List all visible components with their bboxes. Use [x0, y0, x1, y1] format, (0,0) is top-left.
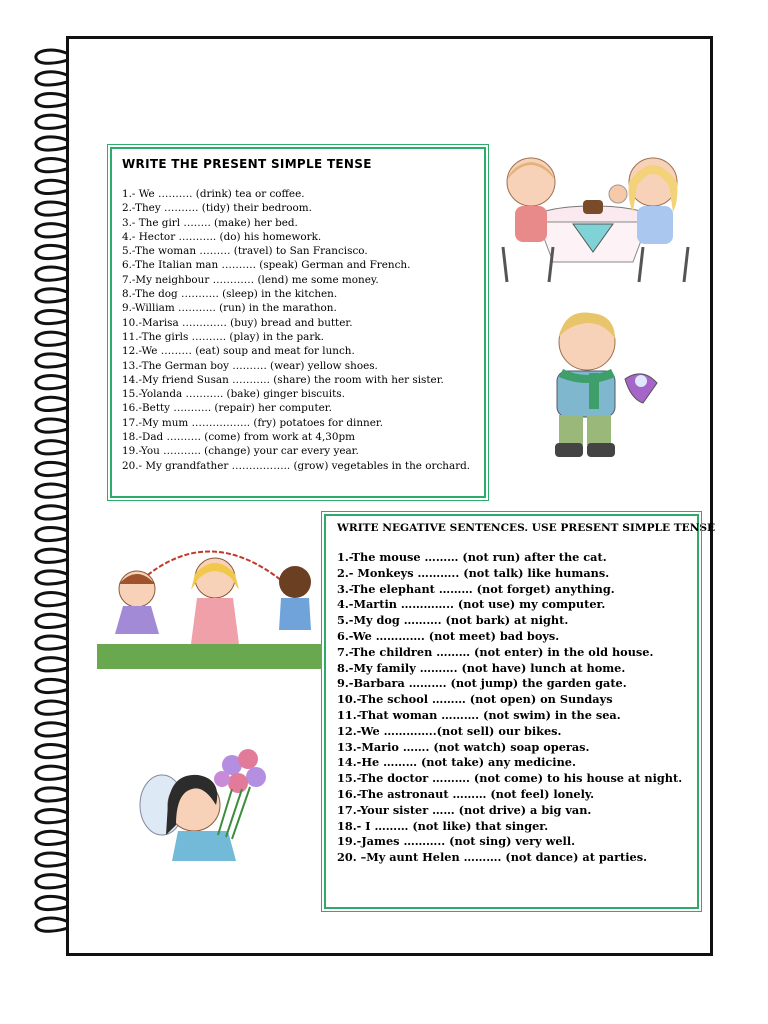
exercise-box-negative-sentences [324, 514, 716, 909]
children-jumping-rope-illustration [97, 534, 322, 669]
exercise-item: 9.-William ……….. (run) in the marathon. [122, 302, 337, 315]
exercise-item: 3.-The elephant ……… (not forget) anything. [337, 581, 615, 596]
exercise-item: 11.-The girls ………. (play) in the park. [122, 330, 324, 343]
exercise-item: 16.-Betty ……….. (repair) her computer. [122, 402, 332, 415]
boy-with-scarf-illustration [545, 307, 660, 462]
exercise-item: 2.-They ………. (tidy) their bedroom. [122, 202, 312, 215]
exercise-item: 19.-James ……….. (not sing) very well. [337, 834, 576, 849]
exercise-item: 12.-We …………..(not sell) our bikes. [337, 723, 562, 738]
exercise-item: 17.-Your sister …… (not drive) a big van. [337, 802, 592, 817]
exercise-item: 8.-My family ………. (not have) lunch at home. [337, 660, 626, 675]
exercise-item: 14.-My friend Susan ……….. (share) the room with her sister. [122, 373, 444, 386]
exercise-item: 8.-The dog ……….. (sleep) in the kitchen. [122, 288, 338, 301]
exercise-list [337, 550, 697, 866]
exercise-item: 11.-That woman ………. (not swim) in the sea. [337, 707, 621, 722]
exercise-item: 10.-Marisa …………. (buy) bread and butter. [122, 316, 353, 329]
exercise-item: 4.-Martin ………….. (not use) my computer. [337, 597, 606, 612]
exercise-item: 16.-The astronaut ……… (not feel) lonely. [337, 786, 595, 801]
exercise-item: 15.-The doctor ………. (not come) to his house at night. [337, 771, 683, 786]
exercise-item: 20.- My grandfather …………….. (grow) vegetables in the orchard. [122, 459, 471, 472]
exercise-item: 7.-The children ……… (not enter) in the old house. [337, 644, 654, 659]
exercise-item: 13.-Mario ……. (not watch) soap operas. [337, 739, 590, 754]
exercise-item: 18.- I ……… (not like) that singer. [337, 818, 549, 833]
exercise-item: 4.- Hector ……….. (do) his homework. [122, 230, 322, 243]
exercise-item: 1.-The mouse ……… (not run) after the cat. [337, 550, 607, 564]
exercise-item: 14.-He ……… (not take) any medicine. [337, 755, 576, 770]
exercise-item: 10.-The school ……… (not open) on Sundays [337, 692, 613, 707]
exercise-item: 12.-We ……… (eat) soup and meat for lunch. [122, 345, 355, 358]
exercise-item: 15.-Yolanda ……….. (bake) ginger biscuits. [122, 388, 345, 401]
exercise-item: 5.-The woman ……… (travel) to San Francisco. [122, 245, 368, 258]
exercise-item: 20. –My aunt Helen ………. (not dance) at parties. [337, 850, 648, 865]
girl-with-flowers-illustration [132, 745, 277, 865]
exercise-title: WRITE THE PRESENT SIMPLE TENSE [122, 157, 372, 171]
exercise-title: WRITE NEGATIVE SENTENCES. USE PRESENT SIMPLE TENSE [337, 522, 716, 534]
exercise-item: 1.- We ………. (drink) tea or coffee. [122, 188, 305, 200]
tea-party-girls-illustration [493, 152, 698, 287]
exercise-item: 13.-The German boy ………. (wear) yellow shoes. [122, 359, 378, 372]
exercise-item: 6.-We …………. (not meet) bad boys. [337, 628, 560, 643]
exercise-item: 9.-Barbara ………. (not jump) the garden gate. [337, 676, 627, 691]
exercise-list [122, 187, 484, 473]
exercise-item: 7.-My neighbour ………… (lend) me some money. [122, 273, 379, 286]
exercise-item: 17.-My mum …………….. (fry) potatoes for dinner. [122, 416, 384, 429]
exercise-box-present-simple [110, 147, 486, 498]
exercise-item: 2.- Monkeys ……….. (not talk) like humans. [337, 565, 610, 580]
exercise-item: 19.-You ……….. (change) your car every year. [122, 445, 359, 458]
exercise-item: 6.-The Italian man ………. (speak) German and French. [122, 259, 411, 272]
exercise-item: 5.-My dog ………. (not bark) at night. [337, 613, 569, 628]
exercise-item: 18.-Dad ………. (come) from work at 4,30pm [122, 431, 356, 444]
exercise-item: 3.- The girl …….. (make) her bed. [122, 216, 298, 229]
